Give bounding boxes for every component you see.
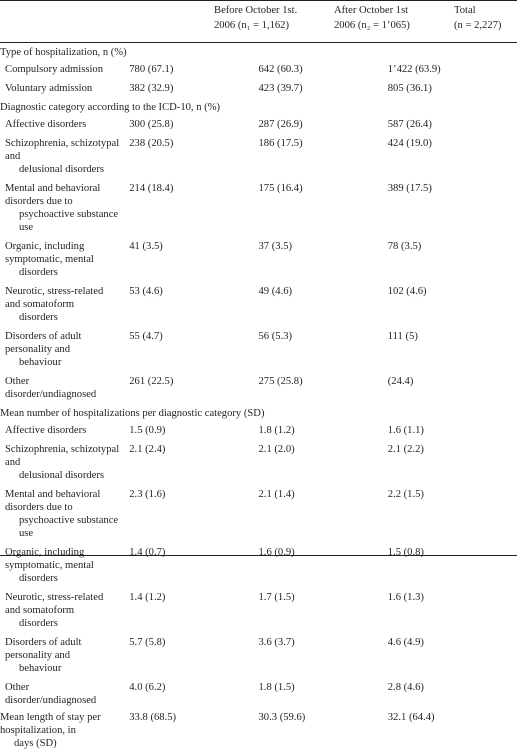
cell-after: 287 (26.9) [258,119,303,130]
row-label [0,711,129,752]
cell-after: 186 (17.5) [258,138,303,149]
row-label-line: Mental and behavioral disorders due to [5,183,101,207]
header-col-before-line2: 2006 (n₁ = 1,162) [214,20,289,31]
table-row [0,486,517,544]
cell-total: 587 (26.4) [387,119,432,130]
cell-before: 1.4 (0.7) [129,547,166,558]
row-label-line: Schizophrenia, schizotypal and [5,444,120,468]
row-label-line: disorders [19,573,58,584]
cell-after: 175 (16.4) [258,183,303,194]
cell-before: 300 (25.8) [129,119,174,130]
row-label [0,328,129,373]
section-header-row [0,99,517,116]
header-col-after [334,3,410,33]
header-col-after-line1: After October 1st [334,5,409,16]
table-row [0,679,517,711]
table-row [0,116,517,135]
cell-after: 1.8 (1.5) [258,682,295,693]
cell-total: 805 (36.1) [387,83,432,94]
table-row-length-of-stay [0,711,517,752]
row-label [0,180,129,238]
cell-total: 102 (4.6) [387,286,427,297]
row-label-line: Neurotic, stress-related and somatoform [5,592,104,616]
table-row [0,238,517,283]
row-label [0,238,129,283]
row-label-line: Disorders of adult personality and [5,331,82,355]
row-label [0,634,129,679]
row-label [0,373,129,405]
cell-before: 5.7 (5.8) [129,637,166,648]
cell-total: 389 (17.5) [387,183,432,194]
cell-before: 238 (20.5) [129,138,174,149]
row-label-line: Organic, including symptomatic, mental [5,241,94,265]
row-label-line: disorders [19,312,58,323]
row-label-line: Schizophrenia, schizotypal and [5,138,120,162]
cell-after: 423 (39.7) [258,83,303,94]
cell-after: 49 (4.6) [258,286,293,297]
cell-after: 30.3 (59.6) [258,712,306,723]
cell-before: 2.1 (2.4) [129,444,166,455]
row-label [0,589,129,634]
header-col-total-line1: Total [454,5,476,16]
section-title: Mean number of hospitalizations per diagnostic category (SD) [0,408,265,419]
section-header-row [0,405,517,422]
row-label-line: Mental and behavioral disorders due to [5,489,101,513]
cell-after: 1.6 (0.9) [258,547,295,558]
cell-before: 53 (4.6) [129,286,163,297]
row-label [0,283,129,328]
cell-after: 3.6 (3.7) [258,637,295,648]
section-title: Type of hospitalization, n (%) [0,47,127,58]
cell-after: 1.7 (1.5) [258,592,295,603]
cell-total: 2.8 (4.6) [387,682,424,693]
cell-before: 214 (18.4) [129,183,174,194]
row-label-line: Other disorder/undiagnosed [5,682,97,706]
table-row [0,61,517,80]
row-label-line: Other disorder/undiagnosed [5,376,97,400]
cell-before: 55 (4.7) [129,331,163,342]
cell-total: 2.1 (2.2) [387,444,424,455]
cell-after: 275 (25.8) [258,376,303,387]
row-label [0,441,129,486]
row-label-line: Affective disorders [5,425,87,436]
cell-total: 1.6 (1.3) [387,592,424,603]
cell-after: 2.1 (2.0) [258,444,295,455]
section-header-row [0,44,517,61]
cell-after: 1.8 (1.2) [258,425,295,436]
table-row [0,544,517,589]
table-row [0,180,517,238]
section-title: Diagnostic category according to the ICD-10, n (%) [0,102,221,113]
row-label [0,135,129,180]
row-label-line: delusional disorders [19,164,105,175]
cell-before: 382 (32.9) [129,83,174,94]
header-col-before [214,3,297,33]
header-col-after-line2: 2006 (n₂ = 1’065) [334,20,410,31]
table-row [0,283,517,328]
row-label-line: days (SD) [14,738,57,749]
row-label-line: psychoactive substance use [19,515,119,539]
cell-before: 1.5 (0.9) [129,425,166,436]
data-table [0,44,517,752]
table-row [0,441,517,486]
header-col-before-line1: Before October 1st. [214,5,298,16]
cell-after: 2.1 (1.4) [258,489,295,500]
cell-total: 1.6 (1.1) [387,425,424,436]
cell-total: (24.4) [387,376,414,387]
row-label-line: Mean length of stay per hospitalization, in [0,712,101,736]
cell-total: 4.6 (4.9) [387,637,424,648]
row-label-line: disorders [19,618,58,629]
table-row [0,589,517,634]
row-label-line: behaviour [19,663,62,674]
cell-after: 37 (3.5) [258,241,293,252]
cell-after: 56 (5.3) [258,331,293,342]
cell-after: 642 (60.3) [258,64,303,75]
cell-before: 780 (67.1) [129,64,174,75]
data-table-body [0,44,517,752]
cell-before: 2.3 (1.6) [129,489,166,500]
cell-total: 1.5 (0.8) [387,547,424,558]
row-label-line: disorders [19,267,58,278]
row-label-line: Organic, including symptomatic, mental [5,547,94,571]
row-label-line: Neurotic, stress-related and somatoform [5,286,104,310]
row-label [0,116,129,135]
row-label [0,486,129,544]
row-label-line: Compulsory admission [5,64,103,75]
row-label-line: delusional disorders [19,470,105,481]
cell-before: 1.4 (1.2) [129,592,166,603]
row-label [0,422,129,441]
table-row [0,373,517,405]
table-bottom-rule [0,555,517,556]
header-col-total-line2: (n = 2,227) [454,20,502,31]
row-label-line: Affective disorders [5,119,87,130]
cell-before: 4.0 (6.2) [129,682,166,693]
header-col-total [454,3,501,33]
row-label-line: Disorders of adult personality and [5,637,82,661]
cell-before: 33.8 (68.5) [129,712,177,723]
cell-total: 32.1 (64.4) [387,712,435,723]
row-label [0,61,129,80]
cell-total: 2.2 (1.5) [387,489,424,500]
table-row [0,80,517,99]
cell-before: 41 (3.5) [129,241,163,252]
row-label [0,679,129,711]
header-bottom-rule [0,42,517,43]
cell-total: 111 (5) [387,331,418,342]
cell-total: 1’422 (63.9) [387,64,441,75]
cell-total: 424 (19.0) [387,138,432,149]
cell-total: 78 (3.5) [387,241,422,252]
table-top-rule [0,0,517,1]
table-row [0,328,517,373]
table-row [0,135,517,180]
table-row [0,422,517,441]
row-label [0,544,129,589]
cell-before: 261 (22.5) [129,376,174,387]
row-label-line: psychoactive substance use [19,209,119,233]
row-label [0,80,129,99]
table-row [0,634,517,679]
row-label-line: behaviour [19,357,62,368]
row-label-line: Voluntary admission [5,83,93,94]
